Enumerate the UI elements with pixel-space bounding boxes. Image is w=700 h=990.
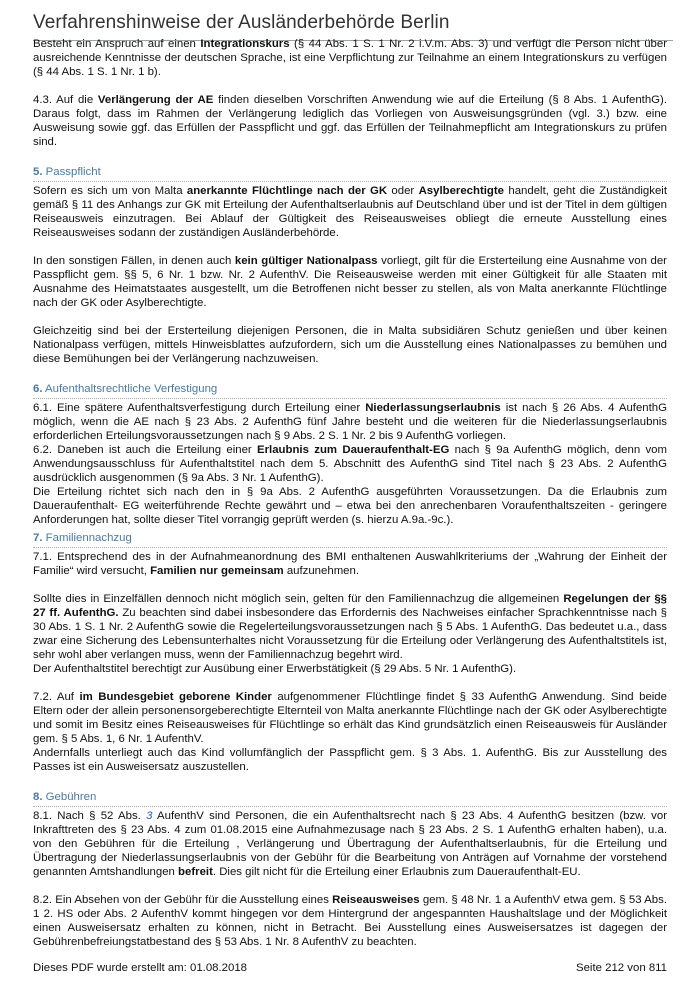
paragraph: Der Aufenthaltstitel berechtigt zur Ausübung einer Erwerbstätigkeit (§ 29 Abs. 5 Nr. 1 AufenthG). xyxy=(33,663,517,675)
paragraph: Sollte dies in Einzelfällen dennoch nicht möglich sein, gelten für den Familiennachzug die allgemeinen Regelungen der §§ 27 ff. AufenthG. Zu beachten sind dabei insbesondere das Erfordernis des Nachweises einfacher Sprachkenntnisse nach § 30 Abs. 1 S. 1 Nr. 2 AufenthG sowie die Regelerteilungsvoraussetzungen nach § 5 Abs. 1 AufenthG. Das bedeutet u.a., dass zwar eine Sicherung des Lebensunterhaltes nicht Voraussetzung für die Erteilung oder Verlängerung des Aufenthaltstitels ist, sehr wohl aber verlangen muss, wenn der Familiennachzug begehrt wird. xyxy=(33,593,668,661)
paragraph: 6.2. Daneben ist auch die Erteilung einer Erlaubnis zum Daueraufenthalt-EG nach § 9a AufenthG möglich, denn vom Anwendungsausschluss für Aufenthaltstitel nach dem 5. Abschnitt des AufenthG sind Titel nach § 23 Abs. 2 AufenthG ausdrücklich ausgenommen (§ 9a Abs. 3 Nr. 1 AufenthG). xyxy=(33,444,667,484)
paragraph: 8.1. Nach § 52 Abs. 3 AufenthV sind Personen, die ein Aufenthaltsrecht nach § 23 Abs. 4 AufenthG besitzen (bzw. vor Inkrafttreten des § 23 Abs. 4 zum 01.08.2015 eine Aufnahmezusage nach § 23 Abs. 2 S. 1 AufenthG erhalten haben), u.a. von den Gebühren für die Erteilung , Verlängerung und Übertragung der Aufenthaltserlaubnis, für die Erteilung und Übertragung der Niederlassungserlaubnis von der Gebühr für die Bearbeitung von Anträgen auf Vornahme der vorstehend genannten Amtshandlungen befreit. Dies gilt nicht für die Erteilung einer Erlaubnis zum Daueraufenthalt-EU. xyxy=(33,810,667,878)
section-heading: 6. Aufenthaltsrechtliche Verfestigung xyxy=(33,383,218,395)
paragraph: 7.2. Auf im Bundesgebiet geborene Kinder aufgenommener Flüchtlinge findet § 33 AufenthG Anwendung. Sind beide Eltern oder der allein personensorgeberechtigte Elternteil von Malta anerkannte Flüchtlinge nach der GK oder Asylberechtigte und somit im Besitz eines Reiseausweises für Flüchtlinge so erhält das Kind grundsätzlich einen Reiseausweis für Ausländer gem. § 5 Abs. 1, 6 Nr. 1 AufenthV. xyxy=(33,691,667,745)
paragraph: Sofern es sich um von Malta anerkannte Flüchtlinge nach der GK oder Asylberechtigte handelt, geht die Zuständigkeit gemäß § 11 des Anhangs zur GK mit Erteilung der Aufenthaltserlaubnis auf Deutschland über und ist der Titel in dem gültigen Reiseausweis einzutragen. Bei Ablauf der Gültigkeit des Reiseausweises obliegt die erneute Ausstellung eines Reiseausweises sodann der zuständigen Ausländerbehörde. xyxy=(33,185,667,239)
intro-paragraph-1: Besteht ein Anspruch auf einen Integrationskurs (§ 44 Abs. 1 S. 1 Nr. 2 i.V.m. Abs. 3) und verfügt die Person nicht über ausreichende Kenntnisse der deutschen Sprache, ist eine Verpflichtung zur Teilnahme an einem Integrationskurs zu verfügen (§ 44 Abs. 1 S. 1 Nr. 1 b). xyxy=(33,38,667,78)
paragraph: Gleichzeitig sind bei der Ersterteilung diejenigen Personen, die in Malta subsidiären Schutz genießen und über keinen Nationalpass verfügen, mittels Hinweisblattes aufzufordern, sich um die Ausstellung eines Nationalpasses zu bemühen und diese Bemühungen bei der Verlängerung nachzuweisen. xyxy=(33,325,667,365)
intro-paragraph-2: 4.3. Auf die Verlängerung der AE finden dieselben Vorschriften Anwendung wie auf die Erteilung (§ 8 Abs. 1 AufenthG). Daraus folgt, dass im Rahmen der Verlängerung lediglich das Vorliegen von Ausweisungsgründen (vgl. 3.) bzw. eine Ausweisung sowie ggf. das Erfüllen der Passpflicht und ggf. das Erfüllen der Teilnahmepflicht am Integrationskurs zu prüfen sind. xyxy=(33,94,667,148)
paragraph: Die Erteilung richtet sich nach den in § 9a Abs. 2 AufenthG ausgeführten Voraussetzungen. Da die Erlaubnis zum Daueraufenthalt- EG weiterführende Rechte gewährt und – etwa bei den anrechenbaren Voraufenthaltszeiten - geringere Anforderungen hat, sollte dieser Titel vorrangig geprüft werden (s. hierzu A.9a.-9c.). xyxy=(33,486,667,526)
page-title: Verfahrenshinweise der Ausländerbehörde Berlin xyxy=(33,12,450,33)
section-7 xyxy=(33,531,667,774)
paragraph: 7.1. Entsprechend des in der Aufnahmeanordnung des BMI enthaltenen Auswahlkriteriums der „Wahrung der Einheit der Familie“ wird versucht, Familien nur gemeinsam aufzunehmen. xyxy=(33,551,667,577)
created-date: Dieses PDF wurde erstellt am: 01.08.2018 xyxy=(33,962,247,974)
paragraph: In den sonstigen Fällen, in denen auch kein gültiger Nationalpass vorliegt, gilt für die Ersterteilung eine Ausnahme von der Passpflicht gem. §§ 5, 6 Nr. 1 bzw. Nr. 2 AufenthV. Die Reiseausweise werden mit einer Gültigkeit für alle Staaten mit Ausnahme des Heimatstaates ausgestellt, um die Betroffenen nicht besser zu stellen, als von Malta anerkannte Flüchtlinge nach der GK oder Asylberechtigte. xyxy=(33,255,667,309)
section-heading: 5. Passpflicht xyxy=(33,166,101,178)
section-heading: 7. Familiennachzug xyxy=(33,532,132,544)
section-8 xyxy=(33,790,667,949)
section-6 xyxy=(33,382,667,527)
footnote-link[interactable]: 3 xyxy=(146,810,153,822)
paragraph: Andernfalls unterliegt auch das Kind vollumfänglich der Passpflicht gem. § 3 Abs. 1. AufenthG. Bis zur Ausstellung des Passes ist ein Ausweisersatz auszustellen. xyxy=(33,747,667,773)
section-heading: 8. Gebühren xyxy=(33,791,97,803)
page-footer xyxy=(33,962,667,974)
page-number: Seite 212 von 811 xyxy=(576,962,667,974)
section-5 xyxy=(33,165,667,366)
document-body xyxy=(33,36,667,949)
paragraph: 6.1. Eine spätere Aufenthaltsverfestigung durch Erteilung einer Niederlassungserlaubnis ist nach § 26 Abs. 4 AufenthG möglich, wenn die AE nach § 23 Abs. 2 AufenthG fünf Jahre besteht und die weiteren für die Niederlassungserlaubnis erforderlichen Erteilungsvoraussetzungen nach § 9 Abs. 2 S. 1 Nr. 2 bis 9 AufenthG vorliegen. xyxy=(33,402,667,442)
paragraph: 8.2. Ein Absehen von der Gebühr für die Ausstellung eines Reiseausweises gem. § 48 Nr. 1 a AufenthV etwa gem. § 53 Abs. 1 2. HS oder Abs. 2 AufenthV kommt hingegen vor dem Hintergrund der angespannten Haushaltslage und der Möglichkeit einen Ausweisersatz erhalten zu können, nicht in Betracht. Bei Ausstellung eines Ausweisersatzes ist dagegen der Gebührenbefreiungstatbestand des § 53 Abs. 1 Nr. 8 AufenthV zu beachten. xyxy=(33,894,667,948)
